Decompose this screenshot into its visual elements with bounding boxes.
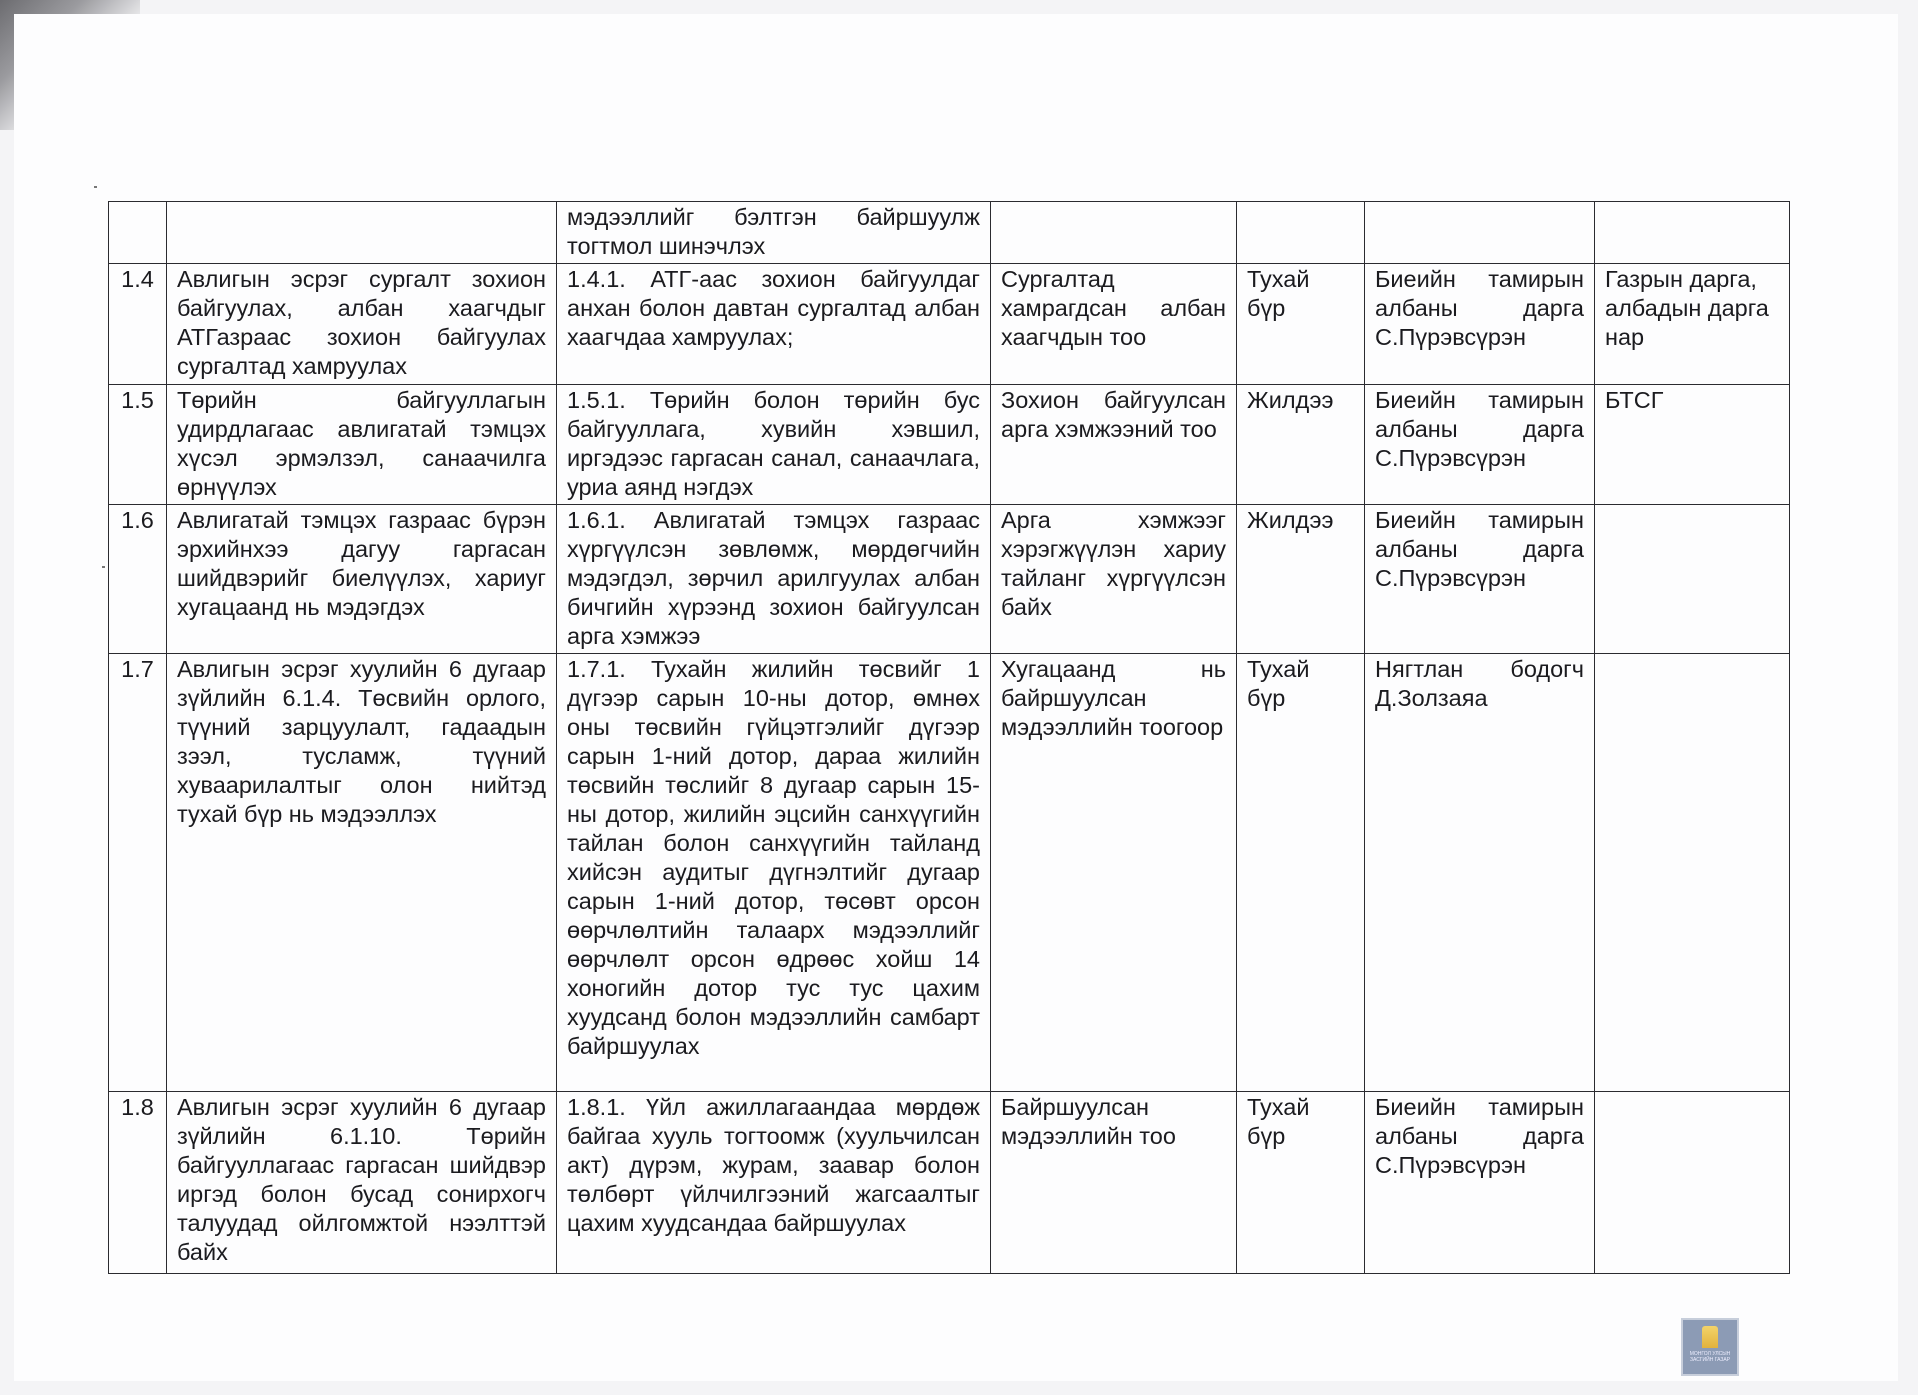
supervisor-cell: Газрын дарга, албадын дарга нар: [1595, 264, 1790, 385]
action-cell: 1.8.1. Үйл ажиллагаандаа мөрдөж байгаа хууль тогтоомж (хуульчилсан акт) дүрэм, журам, заавар болон төлбөрт үйлчилгээний жагсаалтыг цахим хуудсандаа байршуулах: [557, 1092, 991, 1274]
period-cell: [1237, 202, 1365, 264]
indicator-cell: Байршуулсан мэдээллийн тоо: [991, 1092, 1237, 1274]
task-cell: Төрийн байгууллагын удирдлагаас авлигатай тэмцэх хүсэл эрмэлзэл, санаачилга өрнүүлэх: [167, 385, 557, 505]
table-row: [109, 202, 1790, 264]
responsible-cell: [1365, 202, 1595, 264]
anti-corruption-plan-table: [108, 201, 1790, 1274]
period-cell: Тухай бүр: [1237, 654, 1365, 1092]
supervisor-cell: [1595, 1092, 1790, 1274]
action-cell: 1.4.1. АТГ-аас зохион байгуулдаг анхан болон давтан сургалтад албан хаагчдаа хамруулах;: [557, 264, 991, 385]
indicator-cell: Зохион байгуулсан арга хэмжээний тоо: [991, 385, 1237, 505]
row-number-cell: 1.5: [109, 385, 167, 505]
government-emblem-stamp: [1681, 1318, 1739, 1376]
action-cell: 1.7.1. Тухайн жилийн төсвийг 1 дүгээр сарын 10-ны дотор, өмнөх оны төсвийн гүйцэтгэлийг дүгээр сарын 1-ний дотор, дараа жилийн төсвийн төслийг 8 дугаар сарын 15-ны дотор, жилийн эцсийн санхүүгийн тайлан болон санхүүгийн тайланд хийсэн аудитыг дүгнэлтийг дугаар сарын 1-ний дотор, төсөвт орсон өөрчлөлтийн талаарх мэдээллийг өөрчлөлт орсон өдрөөс хойш 14 хоногийн дотор тус тус цахим хуудсанд болон мэдээллийн самбарт байршуулах: [557, 654, 991, 1092]
action-cell: 1.6.1. Авлигатай тэмцэх газраас хүргүүлсэн зөвлөмж, мөрдөгчийн мэдэгдэл, зөрчил арилгуулах албан бичгийн хүрээнд зохион байгуулсан арга хэмжээ: [557, 505, 991, 654]
table-row: [109, 505, 1790, 654]
supervisor-cell: [1595, 505, 1790, 654]
period-cell: Жилдээ: [1237, 505, 1365, 654]
responsible-cell: Биеийн тамирын албаны дарга С.Пүрэвсүрэн: [1365, 264, 1595, 385]
period-cell: Жилдээ: [1237, 385, 1365, 505]
supervisor-cell: [1595, 654, 1790, 1092]
task-cell: Авлигын эсрэг сургалт зохион байгуулах, албан хаагчдыг АТГазраас зохион байгуулах сургалтад хамруулах: [167, 264, 557, 385]
indicator-cell: Арга хэмжээг хэрэгжүүлэн хариу тайланг хүргүүлсэн байх: [991, 505, 1237, 654]
task-cell: Авлигын эсрэг хуулийн 6 дугаар зүйлийн 6.1.4. Төсвийн орлого, түүний зарцуулалт, гадаадын зээл, тусламж, түүний хуваарилалтыг олон нийтэд тухай бүр нь мэдээллэх: [167, 654, 557, 1092]
indicator-cell: Хугацаанд нь байршуулсан мэдээллийн тоогоор: [991, 654, 1237, 1092]
action-cell: мэдээллийг бэлтгэн байршуулж тогтмол шинэчлэх: [557, 202, 991, 264]
row-number-cell: 1.7: [109, 654, 167, 1092]
indicator-cell: Сургалтад хамрагдсан албан хаагчдын тоо: [991, 264, 1237, 385]
scan-speck: [102, 566, 105, 568]
indicator-cell: [991, 202, 1237, 264]
soyombo-emblem-icon: [1702, 1326, 1718, 1348]
responsible-cell: Биеийн тамирын албаны дарга С.Пүрэвсүрэн: [1365, 505, 1595, 654]
stamp-text: МОНГОЛ УЛСЫН ЗАСГИЙН ГАЗАР: [1689, 1351, 1731, 1363]
supervisor-cell: [1595, 202, 1790, 264]
row-number-cell: 1.6: [109, 505, 167, 654]
task-cell: [167, 202, 557, 264]
table-row: [109, 264, 1790, 385]
table-row: [109, 385, 1790, 505]
responsible-cell: Нягтлан бодогч Д.Золзаяа: [1365, 654, 1595, 1092]
row-number-cell: 1.8: [109, 1092, 167, 1274]
task-cell: Авлигатай тэмцэх газраас бүрэн эрхийнхээ дагуу гаргасан шийдвэрийг биелүүлэх, хариуг хугацаанд нь мэдэгдэх: [167, 505, 557, 654]
period-cell: Тухай бүр: [1237, 264, 1365, 385]
table-row: [109, 654, 1790, 1092]
table-row: [109, 1092, 1790, 1274]
responsible-cell: Биеийн тамирын албаны дарга С.Пүрэвсүрэн: [1365, 1092, 1595, 1274]
supervisor-cell: БТСГ: [1595, 385, 1790, 505]
period-cell: Тухай бүр: [1237, 1092, 1365, 1274]
row-number-cell: 1.4: [109, 264, 167, 385]
row-number-cell: [109, 202, 167, 264]
responsible-cell: Биеийн тамирын албаны дарга С.Пүрэвсүрэн: [1365, 385, 1595, 505]
scan-speck: [94, 186, 97, 188]
action-cell: 1.5.1. Төрийн болон төрийн бус байгууллага, хувийн хэвшил, иргэдээс гаргасан санал, санаачлага, уриа аянд нэгдэх: [557, 385, 991, 505]
task-cell: Авлигын эсрэг хуулийн 6 дугаар зүйлийн 6.1.10. Төрийн байгууллагаас гаргасан шийдвэр иргэд болон бусад сонирхогч талуудад ойлгомжтой нээлттэй байх: [167, 1092, 557, 1274]
